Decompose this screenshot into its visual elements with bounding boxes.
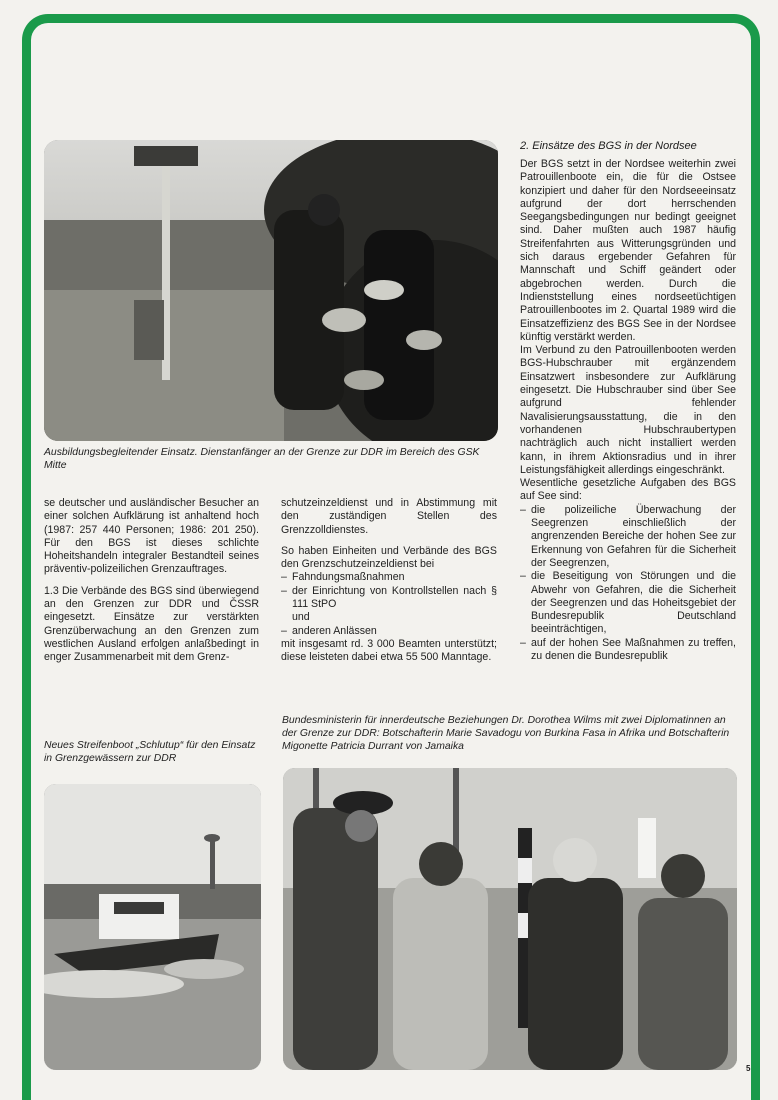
- text-column-right: [520, 158, 736, 663]
- list-item: – die polizeiliche Überwachung der Seegrenzen einschließlich der angrenzenden Bereiche der hohen See zur Erkennung von Gefahren für die Sicherheit der Seegrenzen,: [520, 504, 736, 570]
- list-item: – Fahndungsmaßnahmen: [281, 571, 497, 584]
- text-column-middle: [281, 497, 497, 665]
- paragraph: Im Verbund zu den Patrouillenbooten werden BGS-Hubschrauber mit ergänzendem Einsatzwert insbesondere zur Aufklärung eingesetzt. Die Hubschrauber sind über See aufgrund fehlender Navalisierungsausstattung, die in den vorhandenen Hubschraubertypen nachträglich auch nicht installiert werden kann, in ihrem Aktionsradius und in ihrer Leistungsfähigkeit allerdings eingeschränkt.: [520, 344, 736, 476]
- paragraph: mit insgesamt rd. 3 000 Beamten unterstützt; diese leisteten dabei etwa 55 500 Manntage.: [281, 637, 497, 664]
- section-heading: 2. Einsätze des BGS in der Nordsee: [520, 140, 697, 152]
- paragraph: se deutscher und ausländischer Besucher an einer solchen Aufklärung ist anhaltend hoch (1987: 257 440 Personen; 1986: 201 250). Für den BGS ist dieses schlichte Hoheitshandeln integraler Bestandteil seines präventiv-polizeilichen Grenzauftrages.: [44, 497, 259, 576]
- bullet-list: [520, 504, 736, 664]
- bullet-list: [281, 625, 497, 638]
- paragraph: Der BGS setzt in der Nordsee weiterhin zwei Patrouillenboote ein, die für die Ostsee konzipiert und daher für den Nordseeeinsatz aufgrund der dort herrschenden Seegangsbedingungen nur bedingt geeignet sind. Daher mußten auch 1987 häufig Streifenfahrten aus Witterungsgründen und sich daraus ergebender Gefahren für Mannschaft und Schiff geändert oder abgebrochen werden. Durch die Indienststellung eines nordseetüchtigen Patrouillenbootes im 2. Quartal 1989 wird die Einsatzeffizienz des BGS See in der Nordsee künftig verstärkt werden.: [520, 158, 736, 343]
- paragraph: So haben Einheiten und Verbände des BGS den Grenzschutzeinzeldienst bei: [281, 544, 497, 571]
- caption-group-photo: Bundesministerin für innerdeutsche Beziehungen Dr. Dorothea Wilms mit zwei Diplomatinnen an der Grenze zur DDR: Botschafterin Marie Savadogu von Burkina Fasa in Afrika und Botschafterin Migonette Patricia Durrant von Jamaika: [282, 715, 730, 752]
- bullet-list: [281, 571, 497, 611]
- paragraph: 1.3 Die Verbände des BGS sind überwiegend an den Grenzen zur DDR und ČSSR eingesetzt. Einsätze zur verstärkten Grenzüberwachung an den Grenzen zum westlichen Ausland erfolgen anlaßbedingt in enger Zusammenarbeit mit dem Grenz-: [44, 584, 259, 664]
- photo-border-patrol: [44, 140, 498, 441]
- photo-minister-diplomats: [283, 768, 737, 1070]
- paragraph: Wesentliche gesetzliche Aufgaben des BGS auf See sind:: [520, 477, 736, 503]
- paragraph: schutzeinzeldienst und in Abstimmung mit den zuständigen Stellen des Grenzzolldienstes.: [281, 497, 497, 536]
- page-number: 5: [746, 1064, 751, 1073]
- list-item: – anderen Anlässen: [281, 625, 497, 638]
- list-item: – die Beseitigung von Störungen und die Abwehr von Gefahren, die die Sicherheit der Seegrenzen und das Hoheitsgebiet der Bundesrepublik Deutschland beeinträchtigen,: [520, 570, 736, 636]
- list-item: – der Einrichtung von Kontrollstellen nach § 111 StPO: [281, 585, 497, 612]
- list-item: – auf der hohen See Maßnahmen zu treffen, zu denen die Bundesrepublik: [520, 637, 736, 664]
- caption-border-patrol: Ausbildungsbegleitender Einsatz. Dienstanfänger an der Grenze zur DDR im Bereich des GSK Mitte: [44, 447, 480, 471]
- list-conjunction: und: [292, 611, 310, 624]
- photo-patrol-boat: [44, 784, 261, 1070]
- text-column-left: [44, 497, 259, 665]
- caption-patrol-boat: Neues Streifenboot „Schlutup“ für den Einsatz in Grenzgewässern zur DDR: [44, 740, 256, 764]
